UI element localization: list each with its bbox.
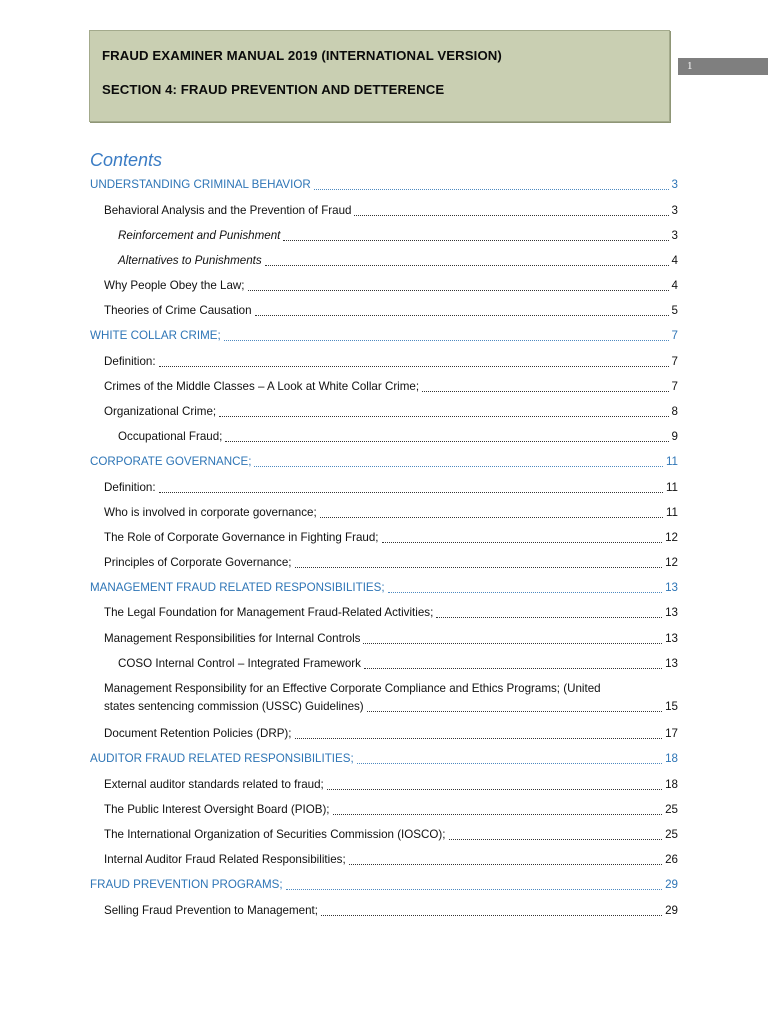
toc-leader xyxy=(367,710,662,712)
toc-entry-fraud-prevention-programs[interactable] xyxy=(90,876,678,894)
toc-label: MANAGEMENT FRAUD RELATED RESPONSIBILITIES; xyxy=(90,581,385,594)
toc-label: Definition: xyxy=(104,355,156,368)
toc-leader xyxy=(224,339,669,341)
toc-page: 9 xyxy=(671,430,678,443)
toc-leader xyxy=(321,914,662,916)
toc-entry-principles-of-cg[interactable] xyxy=(104,554,678,572)
toc-label: The Legal Foundation for Management Fraud-Related Activities; xyxy=(104,606,434,619)
toc-label: COSO Internal Control – Integrated Framework xyxy=(118,657,361,670)
toc-leader xyxy=(314,188,669,190)
toc-entry-internal-controls[interactable] xyxy=(104,630,678,648)
toc-page: 12 xyxy=(665,531,678,544)
toc-entry-crimes-middle-classes[interactable] xyxy=(104,378,678,396)
contents-heading: Contents xyxy=(90,150,163,170)
toc-entry-who-is-involved[interactable] xyxy=(104,504,678,522)
toc-page: 8 xyxy=(671,405,678,418)
toc-leader xyxy=(255,314,669,316)
toc-leader xyxy=(248,289,669,291)
toc-leader xyxy=(159,491,663,493)
toc-label: Occupational Fraud; xyxy=(118,430,223,443)
toc-label: AUDITOR FRAUD RELATED RESPONSIBILITIES; xyxy=(90,752,354,765)
toc-entry-piob[interactable] xyxy=(104,801,678,819)
toc-page: 3 xyxy=(671,229,678,242)
toc-leader xyxy=(295,737,663,739)
toc-page: 18 xyxy=(665,778,678,791)
toc-page: 18 xyxy=(665,752,678,765)
toc-page: 11 xyxy=(665,455,678,468)
toc-entry-document-retention[interactable] xyxy=(104,725,678,743)
toc-label: Crimes of the Middle Classes – A Look at White Collar Crime; xyxy=(104,380,420,393)
toc-page: 25 xyxy=(665,828,678,841)
toc-page: 11 xyxy=(665,506,678,519)
toc-leader xyxy=(422,390,668,392)
toc-label: UNDERSTANDING CRIMINAL BEHAVIOR xyxy=(90,178,311,191)
toc-entry-behavioral-analysis[interactable] xyxy=(104,202,678,220)
toc-entry-external-auditor[interactable] xyxy=(104,776,678,794)
toc-entry-occupational-fraud[interactable] xyxy=(118,428,678,446)
toc-leader xyxy=(327,788,662,790)
toc-leader xyxy=(333,813,663,815)
toc-entry-iosco[interactable] xyxy=(104,826,678,844)
toc-leader xyxy=(159,365,669,367)
toc-label: Management Responsibilities for Internal Controls xyxy=(104,632,361,645)
toc-label: Alternatives to Punishments xyxy=(118,254,262,267)
toc-page: 15 xyxy=(665,700,678,713)
toc-page: 3 xyxy=(671,178,678,191)
toc-page: 3 xyxy=(671,204,678,217)
toc-label: WHITE COLLAR CRIME; xyxy=(90,329,221,342)
toc-entry-understanding-criminal-behavior[interactable] xyxy=(90,176,678,194)
toc-page: 13 xyxy=(665,581,678,594)
toc-leader xyxy=(364,667,662,669)
toc-entry-definition-wcc[interactable] xyxy=(104,353,678,371)
toc-page: 26 xyxy=(665,853,678,866)
toc-label: Document Retention Policies (DRP); xyxy=(104,727,292,740)
toc-leader xyxy=(265,264,669,266)
toc-label: External auditor standards related to fraud; xyxy=(104,778,324,791)
toc-label: FRAUD PREVENTION PROGRAMS; xyxy=(90,878,283,891)
toc-leader xyxy=(357,762,662,764)
toc-page: 17 xyxy=(665,727,678,740)
toc-page: 13 xyxy=(665,606,678,619)
toc-label: Theories of Crime Causation xyxy=(104,304,252,317)
page-number-tab: 1 xyxy=(678,58,768,75)
toc-leader xyxy=(219,415,668,417)
toc-page: 13 xyxy=(665,632,678,645)
toc-label: Definition: xyxy=(104,481,156,494)
toc-leader xyxy=(283,239,668,241)
toc-entry-organizational-crime[interactable] xyxy=(104,403,678,421)
toc-leader xyxy=(295,566,663,568)
toc-entry-reinforcement-punishment[interactable] xyxy=(118,227,678,245)
toc-leader xyxy=(363,642,662,644)
toc-label: Why People Obey the Law; xyxy=(104,279,245,292)
toc-leader xyxy=(436,616,662,618)
toc-entry-theories-of-crime[interactable] xyxy=(104,302,678,320)
toc-leader xyxy=(349,863,662,865)
toc-label: Selling Fraud Prevention to Management; xyxy=(104,904,318,917)
toc-page: 7 xyxy=(671,355,678,368)
toc-leader xyxy=(449,838,663,840)
toc-entry-alternatives-to-punishments[interactable] xyxy=(118,252,678,270)
toc-page: 7 xyxy=(671,329,678,342)
toc-page: 7 xyxy=(671,380,678,393)
header-manual-title: FRAUD EXAMINER MANUAL 2019 (INTERNATIONAL VERSION) xyxy=(102,48,502,63)
toc-label: Who is involved in corporate governance; xyxy=(104,506,317,519)
toc-label: Internal Auditor Fraud Related Responsibilities; xyxy=(104,853,346,866)
toc-label: CORPORATE GOVERNANCE; xyxy=(90,455,252,468)
toc-page: 29 xyxy=(665,878,678,891)
toc-entry-selling-fraud-prevention[interactable] xyxy=(104,902,678,920)
toc-label: Organizational Crime; xyxy=(104,405,217,418)
toc-entry-white-collar-crime[interactable] xyxy=(90,327,678,345)
toc-entry-auditor-fraud[interactable] xyxy=(90,750,678,768)
toc-page: 5 xyxy=(671,304,678,317)
toc-label: Behavioral Analysis and the Prevention of Fraud xyxy=(104,204,352,217)
toc-entry-compliance-ethics[interactable] xyxy=(104,680,678,716)
toc-label: The Public Interest Oversight Board (PIOB); xyxy=(104,803,330,816)
toc-entry-legal-foundation[interactable] xyxy=(104,604,678,622)
toc-page: 25 xyxy=(665,803,678,816)
toc-entry-internal-auditor[interactable] xyxy=(104,851,678,869)
toc-page: 12 xyxy=(665,556,678,569)
toc-leader xyxy=(225,440,668,442)
toc-entry-corporate-governance[interactable] xyxy=(90,453,678,471)
toc-label: The Role of Corporate Governance in Fighting Fraud; xyxy=(104,531,379,544)
toc-label: The International Organization of Securities Commission (IOSCO); xyxy=(104,828,446,841)
toc-leader xyxy=(286,888,662,890)
header-section-title: SECTION 4: FRAUD PREVENTION AND DETTERENCE xyxy=(102,82,445,97)
toc-leader xyxy=(354,214,668,216)
toc-page: 4 xyxy=(671,254,678,267)
toc-leader xyxy=(388,591,662,593)
toc-label-continued: states sentencing commission (USSC) Guidelines) xyxy=(104,700,364,713)
toc-entry-definition-cg[interactable] xyxy=(104,479,678,497)
toc-entry-why-people-obey[interactable] xyxy=(104,277,678,295)
toc-page: 11 xyxy=(665,481,678,494)
toc-entry-management-fraud[interactable] xyxy=(90,579,678,597)
toc-page: 29 xyxy=(665,904,678,917)
toc-page: 13 xyxy=(665,657,678,670)
toc-page: 4 xyxy=(671,279,678,292)
toc-label: Principles of Corporate Governance; xyxy=(104,556,292,569)
toc-label: Reinforcement and Punishment xyxy=(118,229,281,242)
toc-leader xyxy=(254,465,662,467)
toc-entry-role-of-cg[interactable] xyxy=(104,529,678,547)
toc-entry-coso-framework[interactable] xyxy=(118,655,678,673)
toc-leader xyxy=(320,516,663,518)
toc-label: Management Responsibility for an Effective Corporate Compliance and Ethics Programs; (United xyxy=(104,682,601,695)
toc-leader xyxy=(382,541,663,543)
